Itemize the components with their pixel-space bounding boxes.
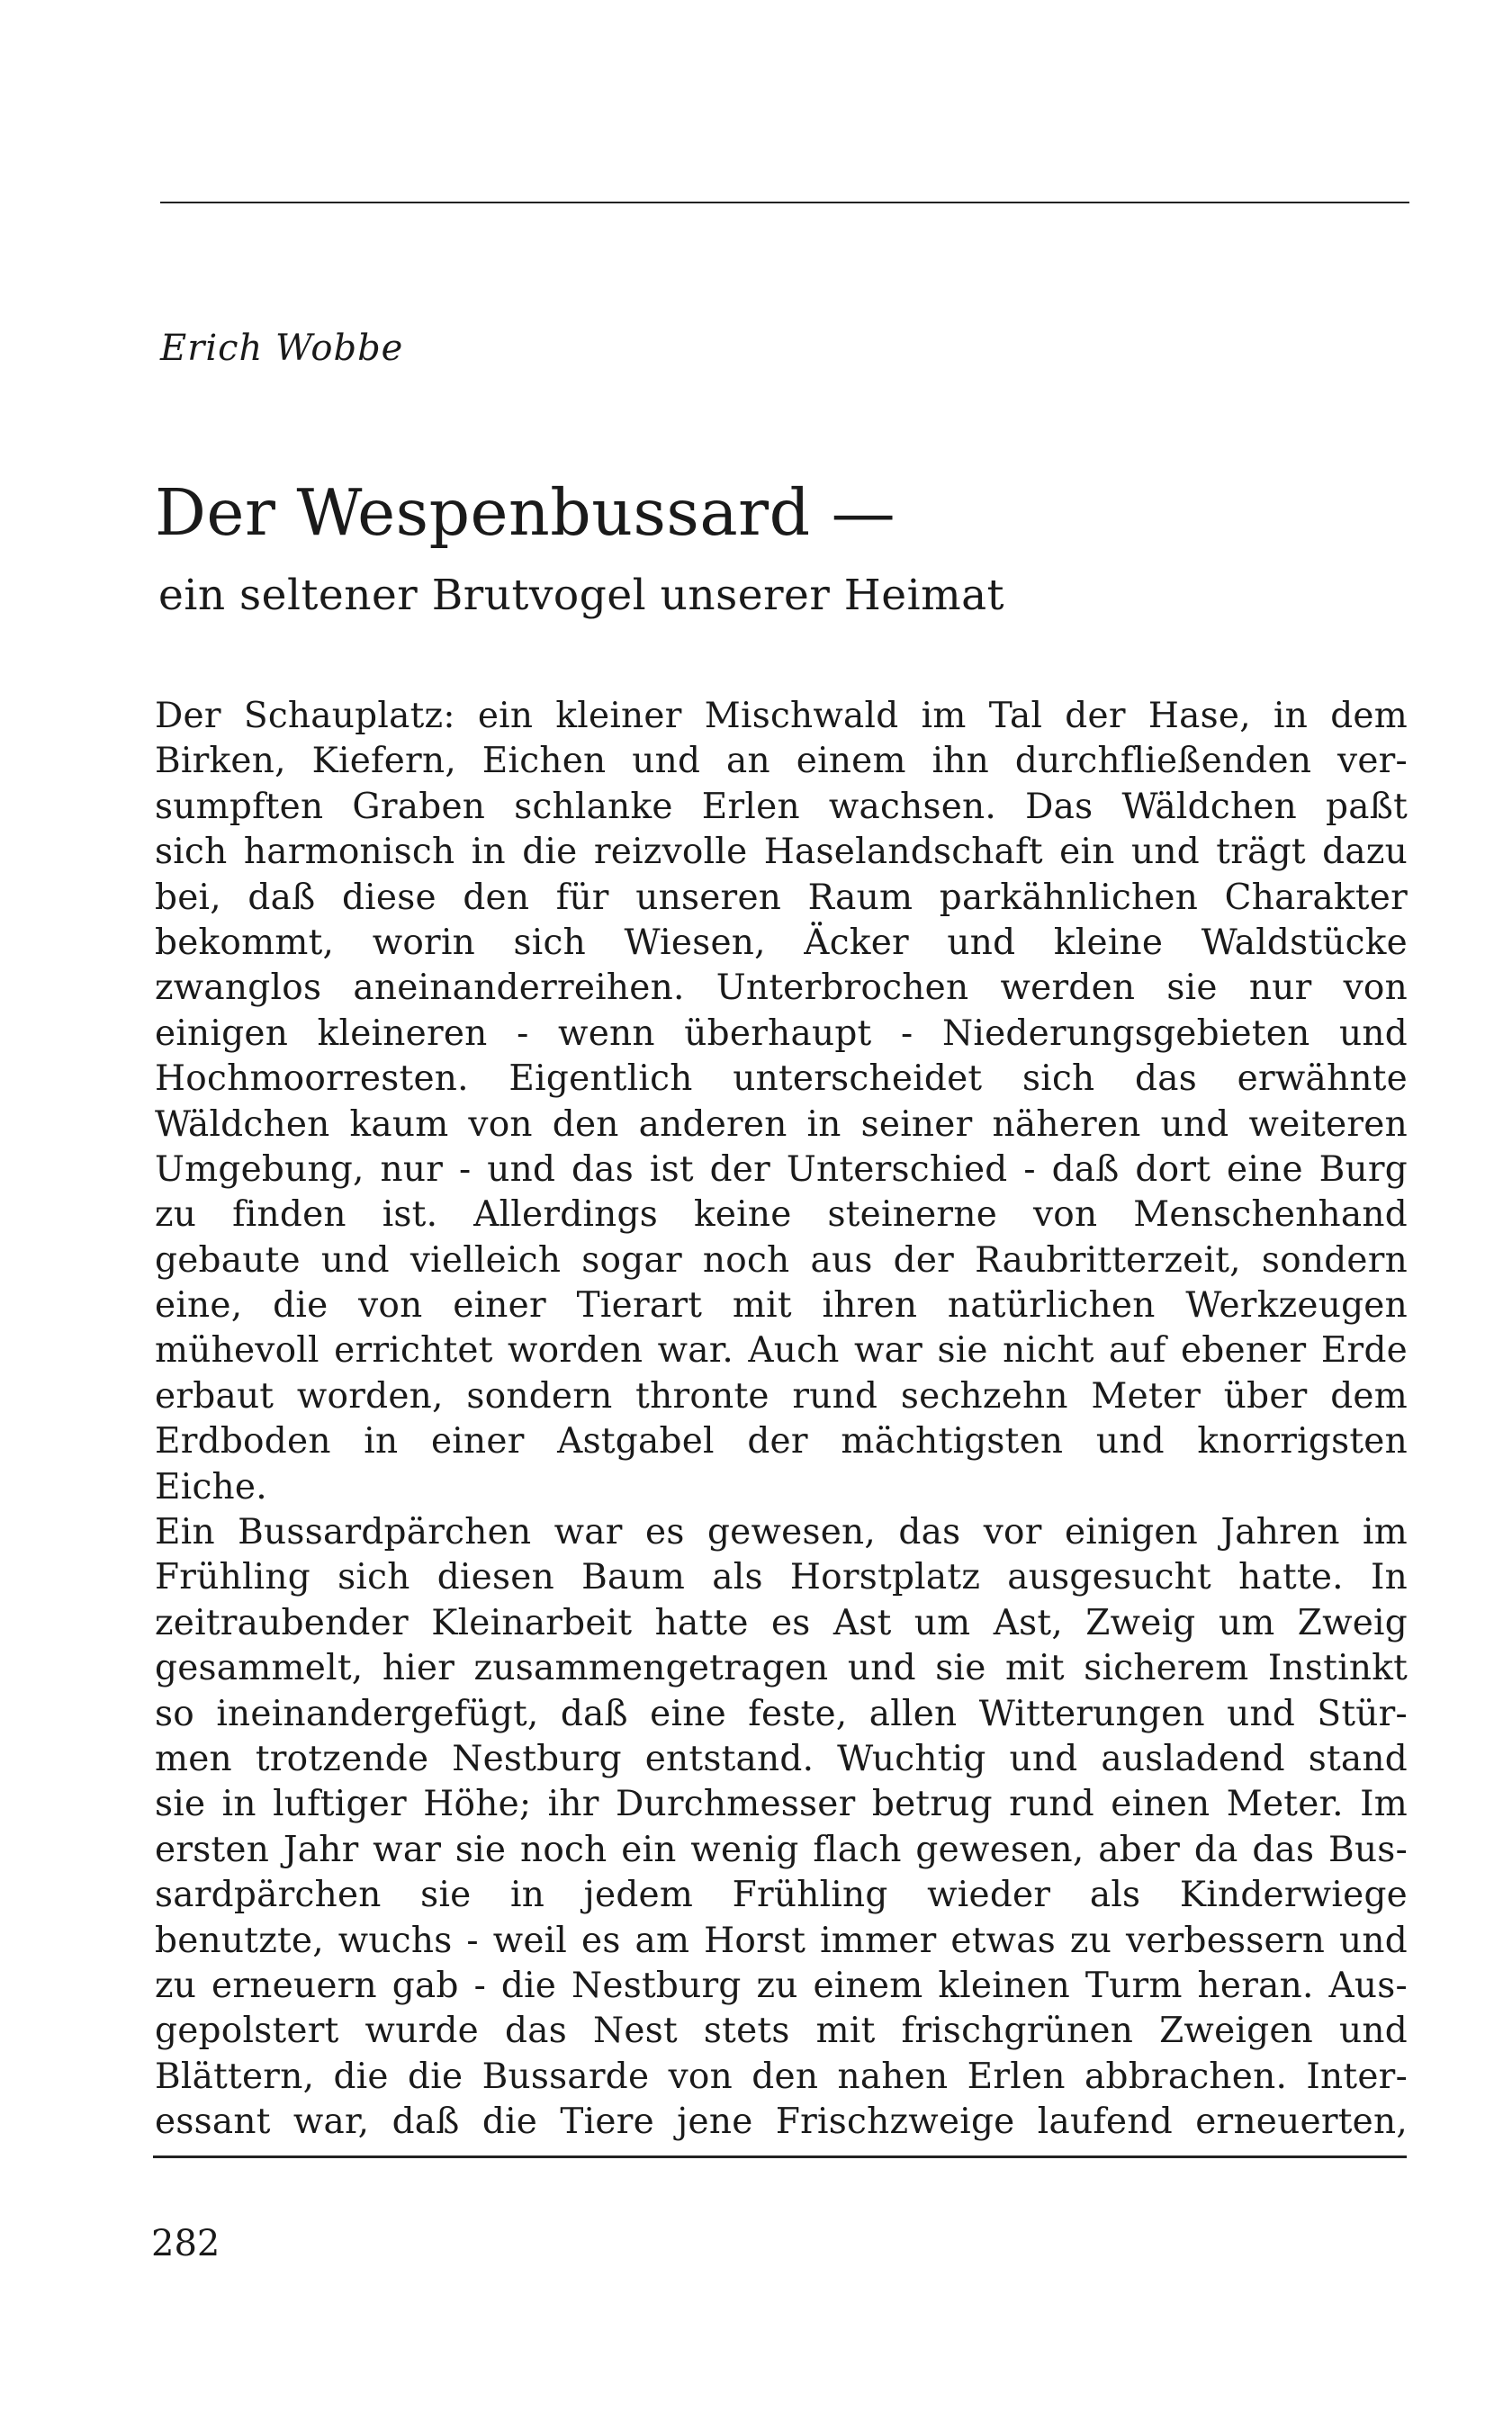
body-line: zu finden ist. Allerdings keine steinerne von Menschenhand xyxy=(155,1194,1408,1236)
body-line: mühevoll errichtet worden war. Auch war sie nicht auf ebener Erde xyxy=(155,1330,1408,1372)
article-body xyxy=(155,694,1408,2146)
body-line: Ein Bussardpärchen war es gewesen, das vor einigen Jahren im xyxy=(155,1512,1408,1553)
body-line: so ineinandergefügt, daß eine feste, allen Witterungen und Stür- xyxy=(155,1693,1408,1734)
body-line: sich harmonisch in die reizvolle Haselandschaft ein und trägt dazu xyxy=(155,832,1408,873)
article-subtitle: ein seltener Brutvogel unserer Heimat xyxy=(158,571,1005,620)
body-line: Der Schauplatz: ein kleiner Mischwald im Tal der Hase, in dem xyxy=(155,696,1408,736)
body-line: ersten Jahr war sie noch ein wenig flach gewesen, aber da das Bus- xyxy=(155,1829,1408,1870)
body-line: men trotzende Nestburg entstand. Wuchtig und ausladend stand xyxy=(155,1738,1408,1779)
body-line: sie in luftiger Höhe; ihr Durchmesser betrug rund einen Meter. Im xyxy=(155,1784,1408,1825)
body-line: essant war, daß die Tiere jene Frischzweige laufend erneuerten, xyxy=(155,2102,1408,2143)
body-line: zwanglos aneinanderreihen. Unterbrochen werden sie nur von xyxy=(155,968,1408,1009)
body-line: Erdboden in einer Astgabel der mächtigsten und knorrigsten xyxy=(155,1421,1408,1462)
paragraph-end-line: Eiche. xyxy=(155,1466,267,1508)
body-line: Birken, Kiefern, Eichen und an einem ihn durchfließenden ver- xyxy=(155,741,1408,782)
body-line: bei, daß diese den für unseren Raum parkähnlichen Charakter xyxy=(155,877,1408,918)
body-line: benutzte, wuchs - weil es am Horst immer etwas zu verbessern und xyxy=(155,1920,1408,1961)
footer-rule xyxy=(153,2156,1407,2158)
body-line: gebaute und vielleich sogar noch aus der Raubritterzeit, sondern xyxy=(155,1239,1408,1281)
body-line: Hochmoorresten. Eigentlich unterscheidet sich das erwähnte xyxy=(155,1058,1408,1100)
body-line: gesammelt, hier zusammengetragen und sie mit sicherem Instinkt xyxy=(155,1648,1408,1689)
body-line: sumpften Graben schlanke Erlen wachsen. Das Wäldchen paßt xyxy=(155,786,1408,827)
body-line: zu erneuern gab - die Nestburg zu einem kleinen Turm heran. Aus- xyxy=(155,1965,1408,2006)
article-title: Der Wespenbussard — xyxy=(155,475,896,550)
body-line: Wäldchen kaum von den anderen in seiner näheren und weiteren xyxy=(155,1103,1408,1145)
body-line: Blättern, die die Bussarde von den nahen Erlen abbrachen. Inter- xyxy=(155,2056,1408,2097)
body-line: sardpärchen sie in jedem Frühling wieder als Kinderwiege xyxy=(155,1875,1408,1916)
body-line: Umgebung, nur - und das ist der Unterschied - daß dort eine Burg xyxy=(155,1148,1408,1190)
page-number: 282 xyxy=(151,2223,220,2264)
body-line: Frühling sich diesen Baum als Horstplatz ausgesucht hatte. In xyxy=(155,1557,1408,1598)
body-line: zeitraubender Kleinarbeit hatte es Ast um Ast, Zweig um Zweig xyxy=(155,1602,1408,1643)
body-line: erbaut worden, sondern thronte rund sechzehn Meter über dem xyxy=(155,1375,1408,1417)
body-line: einigen kleineren - wenn überhaupt - Niederungsgebieten und xyxy=(155,1012,1408,1054)
body-line: gepolstert wurde das Nest stets mit frischgrünen Zweigen und xyxy=(155,2011,1408,2052)
author-name: Erich Wobbe xyxy=(160,328,404,369)
header-rule xyxy=(160,202,1409,203)
body-line: eine, die von einer Tierart mit ihren natürlichen Werkzeugen xyxy=(155,1285,1408,1327)
body-line: bekommt, worin sich Wiesen, Äcker und kleine Waldstücke xyxy=(155,922,1408,963)
